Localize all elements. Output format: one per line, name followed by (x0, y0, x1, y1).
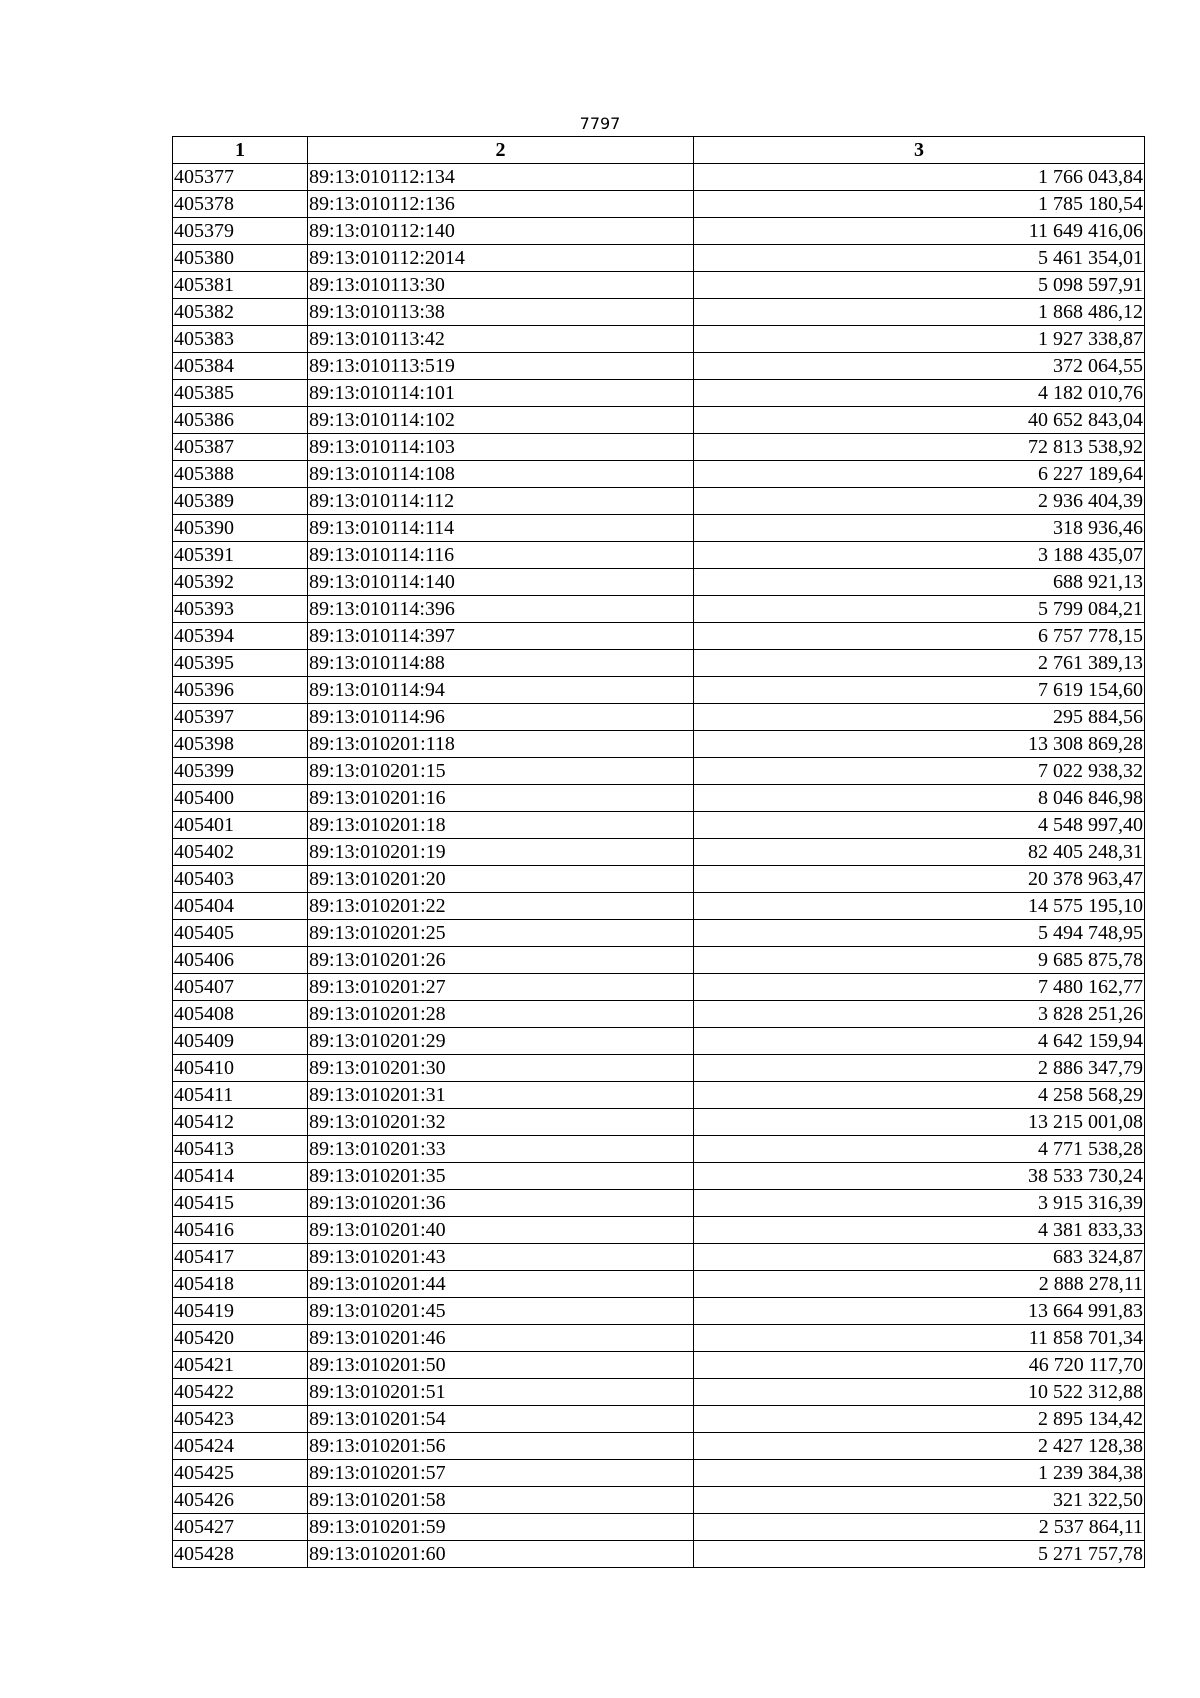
row-number-cell: 405406 (173, 947, 308, 974)
cadastral-number-cell: 89:13:010201:20 (308, 866, 694, 893)
cadastral-value-cell: 4 771 538,28 (694, 1136, 1145, 1163)
cadastral-value-cell: 1 927 338,87 (694, 326, 1145, 353)
cadastral-number-cell: 89:13:010201:43 (308, 1244, 694, 1271)
table-row (173, 596, 1145, 623)
row-number-cell: 405388 (173, 461, 308, 488)
cadastral-value-cell: 5 799 084,21 (694, 596, 1145, 623)
cadastral-number-cell: 89:13:010201:25 (308, 920, 694, 947)
row-number-cell: 405418 (173, 1271, 308, 1298)
table-row (173, 191, 1145, 218)
page-number: 7797 (579, 114, 621, 133)
cadastral-value-cell: 3 915 316,39 (694, 1190, 1145, 1217)
column-header-3: 3 (694, 137, 1145, 164)
cadastral-value-cell: 40 652 843,04 (694, 407, 1145, 434)
row-number-cell: 405382 (173, 299, 308, 326)
row-number-cell: 405422 (173, 1379, 308, 1406)
table-row (173, 1001, 1145, 1028)
cadastral-value-cell: 1 239 384,38 (694, 1460, 1145, 1487)
cadastral-number-cell: 89:13:010201:27 (308, 974, 694, 1001)
cadastral-value-cell: 13 308 869,28 (694, 731, 1145, 758)
cadastral-value-cell: 6 227 189,64 (694, 461, 1145, 488)
table-row (173, 1163, 1145, 1190)
table-row (173, 839, 1145, 866)
table-row (173, 434, 1145, 461)
cadastral-number-cell: 89:13:010201:56 (308, 1433, 694, 1460)
row-number-cell: 405384 (173, 353, 308, 380)
cadastral-number-cell: 89:13:010201:44 (308, 1271, 694, 1298)
cadastral-number-cell: 89:13:010201:19 (308, 839, 694, 866)
table-row (173, 650, 1145, 677)
cadastral-value-cell: 4 642 159,94 (694, 1028, 1145, 1055)
cadastral-value-cell: 2 537 864,11 (694, 1514, 1145, 1541)
table-row (173, 812, 1145, 839)
row-number-cell: 405410 (173, 1055, 308, 1082)
table-row (173, 461, 1145, 488)
table-row (173, 1352, 1145, 1379)
row-number-cell: 405402 (173, 839, 308, 866)
table-row (173, 1460, 1145, 1487)
cadastral-value-cell: 72 813 538,92 (694, 434, 1145, 461)
cadastral-number-cell: 89:13:010201:40 (308, 1217, 694, 1244)
cadastral-value-cell: 10 522 312,88 (694, 1379, 1145, 1406)
row-number-cell: 405420 (173, 1325, 308, 1352)
row-number-cell: 405417 (173, 1244, 308, 1271)
cadastral-value-cell: 1 785 180,54 (694, 191, 1145, 218)
cadastral-number-cell: 89:13:010112:134 (308, 164, 694, 191)
table-row (173, 299, 1145, 326)
row-number-cell: 405389 (173, 488, 308, 515)
row-number-cell: 405426 (173, 1487, 308, 1514)
row-number-cell: 405394 (173, 623, 308, 650)
cadastral-value-cell: 4 182 010,76 (694, 380, 1145, 407)
row-number-cell: 405409 (173, 1028, 308, 1055)
cadastral-number-cell: 89:13:010114:103 (308, 434, 694, 461)
cadastral-value-cell: 4 258 568,29 (694, 1082, 1145, 1109)
row-number-cell: 405381 (173, 272, 308, 299)
table-header-row (173, 137, 1145, 164)
row-number-cell: 405386 (173, 407, 308, 434)
cadastral-number-cell: 89:13:010112:140 (308, 218, 694, 245)
cadastral-value-cell: 7 480 162,77 (694, 974, 1145, 1001)
table-row (173, 1190, 1145, 1217)
cadastral-value-cell: 11 858 701,34 (694, 1325, 1145, 1352)
cadastral-number-cell: 89:13:010201:33 (308, 1136, 694, 1163)
cadastral-value-cell: 4 548 997,40 (694, 812, 1145, 839)
row-number-cell: 405403 (173, 866, 308, 893)
table-row (173, 407, 1145, 434)
table-row (173, 920, 1145, 947)
cadastral-number-cell: 89:13:010201:45 (308, 1298, 694, 1325)
row-number-cell: 405412 (173, 1109, 308, 1136)
row-number-cell: 405399 (173, 758, 308, 785)
cadastral-value-cell: 2 895 134,42 (694, 1406, 1145, 1433)
cadastral-value-cell: 2 888 278,11 (694, 1271, 1145, 1298)
row-number-cell: 405401 (173, 812, 308, 839)
row-number-cell: 405392 (173, 569, 308, 596)
cadastral-value-cell: 321 322,50 (694, 1487, 1145, 1514)
cadastral-number-cell: 89:13:010201:57 (308, 1460, 694, 1487)
cadastral-value-cell: 3 188 435,07 (694, 542, 1145, 569)
cadastral-value-cell: 38 533 730,24 (694, 1163, 1145, 1190)
cadastral-number-cell: 89:13:010113:519 (308, 353, 694, 380)
cadastral-value-cell: 1 868 486,12 (694, 299, 1145, 326)
row-number-cell: 405423 (173, 1406, 308, 1433)
row-number-cell: 405380 (173, 245, 308, 272)
cadastral-value-cell: 683 324,87 (694, 1244, 1145, 1271)
table-row (173, 1406, 1145, 1433)
cadastral-value-cell: 688 921,13 (694, 569, 1145, 596)
cadastral-value-cell: 20 378 963,47 (694, 866, 1145, 893)
cadastral-value-cell: 295 884,56 (694, 704, 1145, 731)
table-row (173, 1109, 1145, 1136)
cadastral-number-cell: 89:13:010201:118 (308, 731, 694, 758)
table-row (173, 245, 1145, 272)
cadastral-value-cell: 372 064,55 (694, 353, 1145, 380)
cadastral-number-cell: 89:13:010201:32 (308, 1109, 694, 1136)
table-row (173, 893, 1145, 920)
cadastral-value-cell: 7 619 154,60 (694, 677, 1145, 704)
table-row (173, 1487, 1145, 1514)
row-number-cell: 405400 (173, 785, 308, 812)
cadastral-number-cell: 89:13:010201:22 (308, 893, 694, 920)
cadastral-value-cell: 5 494 748,95 (694, 920, 1145, 947)
cadastral-number-cell: 89:13:010201:60 (308, 1541, 694, 1568)
cadastral-value-cell: 8 046 846,98 (694, 785, 1145, 812)
row-number-cell: 405413 (173, 1136, 308, 1163)
cadastral-number-cell: 89:13:010201:59 (308, 1514, 694, 1541)
table-row (173, 947, 1145, 974)
row-number-cell: 405425 (173, 1460, 308, 1487)
table-row (173, 623, 1145, 650)
cadastral-number-cell: 89:13:010201:18 (308, 812, 694, 839)
table-row (173, 272, 1145, 299)
cadastral-number-cell: 89:13:010201:30 (308, 1055, 694, 1082)
cadastral-number-cell: 89:13:010113:38 (308, 299, 694, 326)
cadastral-value-cell: 5 271 757,78 (694, 1541, 1145, 1568)
column-header-2: 2 (308, 137, 694, 164)
cadastral-number-cell: 89:13:010201:31 (308, 1082, 694, 1109)
row-number-cell: 405398 (173, 731, 308, 758)
cadastral-value-cell: 3 828 251,26 (694, 1001, 1145, 1028)
table-row (173, 353, 1145, 380)
row-number-cell: 405385 (173, 380, 308, 407)
table-row (173, 515, 1145, 542)
cadastral-value-table (172, 136, 1145, 1568)
cadastral-value-cell: 82 405 248,31 (694, 839, 1145, 866)
row-number-cell: 405428 (173, 1541, 308, 1568)
cadastral-number-cell: 89:13:010201:54 (308, 1406, 694, 1433)
cadastral-number-cell: 89:13:010114:102 (308, 407, 694, 434)
row-number-cell: 405415 (173, 1190, 308, 1217)
row-number-cell: 405390 (173, 515, 308, 542)
row-number-cell: 405391 (173, 542, 308, 569)
cadastral-number-cell: 89:13:010201:46 (308, 1325, 694, 1352)
table-row (173, 758, 1145, 785)
cadastral-value-cell: 1 766 043,84 (694, 164, 1145, 191)
cadastral-value-cell: 46 720 117,70 (694, 1352, 1145, 1379)
cadastral-value-cell: 6 757 778,15 (694, 623, 1145, 650)
table-row (173, 569, 1145, 596)
cadastral-number-cell: 89:13:010114:396 (308, 596, 694, 623)
cadastral-number-cell: 89:13:010201:35 (308, 1163, 694, 1190)
cadastral-number-cell: 89:13:010114:88 (308, 650, 694, 677)
cadastral-number-cell: 89:13:010112:2014 (308, 245, 694, 272)
cadastral-value-cell: 7 022 938,32 (694, 758, 1145, 785)
row-number-cell: 405395 (173, 650, 308, 677)
row-number-cell: 405405 (173, 920, 308, 947)
cadastral-value-cell: 11 649 416,06 (694, 218, 1145, 245)
cadastral-number-cell: 89:13:010113:42 (308, 326, 694, 353)
cadastral-number-cell: 89:13:010201:36 (308, 1190, 694, 1217)
table-row (173, 974, 1145, 1001)
row-number-cell: 405408 (173, 1001, 308, 1028)
cadastral-value-cell: 14 575 195,10 (694, 893, 1145, 920)
cadastral-number-cell: 89:13:010201:50 (308, 1352, 694, 1379)
row-number-cell: 405427 (173, 1514, 308, 1541)
cadastral-value-cell: 2 886 347,79 (694, 1055, 1145, 1082)
table-row (173, 785, 1145, 812)
row-number-cell: 405379 (173, 218, 308, 245)
table-body (173, 164, 1145, 1568)
table-row (173, 164, 1145, 191)
cadastral-number-cell: 89:13:010114:101 (308, 380, 694, 407)
cadastral-number-cell: 89:13:010201:28 (308, 1001, 694, 1028)
row-number-cell: 405416 (173, 1217, 308, 1244)
row-number-cell: 405414 (173, 1163, 308, 1190)
cadastral-number-cell: 89:13:010112:136 (308, 191, 694, 218)
table-row (173, 1028, 1145, 1055)
table-row (173, 1325, 1145, 1352)
cadastral-number-cell: 89:13:010201:26 (308, 947, 694, 974)
row-number-cell: 405419 (173, 1298, 308, 1325)
table-row (173, 1082, 1145, 1109)
table-row (173, 380, 1145, 407)
table-row (173, 1541, 1145, 1568)
cadastral-number-cell: 89:13:010201:29 (308, 1028, 694, 1055)
table-row (173, 731, 1145, 758)
table-row (173, 866, 1145, 893)
cadastral-value-cell: 2 761 389,13 (694, 650, 1145, 677)
cadastral-number-cell: 89:13:010114:112 (308, 488, 694, 515)
row-number-cell: 405404 (173, 893, 308, 920)
table-row (173, 677, 1145, 704)
table-row (173, 1379, 1145, 1406)
cadastral-value-cell: 318 936,46 (694, 515, 1145, 542)
cadastral-number-cell: 89:13:010114:96 (308, 704, 694, 731)
cadastral-value-cell: 5 098 597,91 (694, 272, 1145, 299)
table-row (173, 488, 1145, 515)
cadastral-number-cell: 89:13:010114:140 (308, 569, 694, 596)
table-row (173, 1055, 1145, 1082)
row-number-cell: 405396 (173, 677, 308, 704)
cadastral-number-cell: 89:13:010114:94 (308, 677, 694, 704)
cadastral-number-cell: 89:13:010201:15 (308, 758, 694, 785)
table-row (173, 1271, 1145, 1298)
cadastral-number-cell: 89:13:010201:16 (308, 785, 694, 812)
row-number-cell: 405421 (173, 1352, 308, 1379)
table-row (173, 1217, 1145, 1244)
cadastral-value-cell: 2 427 128,38 (694, 1433, 1145, 1460)
table-row (173, 1136, 1145, 1163)
row-number-cell: 405377 (173, 164, 308, 191)
cadastral-value-cell: 2 936 404,39 (694, 488, 1145, 515)
cadastral-value-cell: 9 685 875,78 (694, 947, 1145, 974)
cadastral-number-cell: 89:13:010114:397 (308, 623, 694, 650)
table-row (173, 542, 1145, 569)
cadastral-number-cell: 89:13:010201:58 (308, 1487, 694, 1514)
table-row (173, 326, 1145, 353)
row-number-cell: 405424 (173, 1433, 308, 1460)
table-row (173, 1433, 1145, 1460)
row-number-cell: 405407 (173, 974, 308, 1001)
cadastral-value-cell: 13 215 001,08 (694, 1109, 1145, 1136)
column-header-1: 1 (173, 137, 308, 164)
cadastral-number-cell: 89:13:010114:116 (308, 542, 694, 569)
cadastral-number-cell: 89:13:010113:30 (308, 272, 694, 299)
table-row (173, 704, 1145, 731)
table-row (173, 1514, 1145, 1541)
cadastral-value-cell: 13 664 991,83 (694, 1298, 1145, 1325)
row-number-cell: 405397 (173, 704, 308, 731)
table-row (173, 1298, 1145, 1325)
table-row (173, 218, 1145, 245)
cadastral-number-cell: 89:13:010201:51 (308, 1379, 694, 1406)
table-row (173, 1244, 1145, 1271)
cadastral-number-cell: 89:13:010114:114 (308, 515, 694, 542)
row-number-cell: 405378 (173, 191, 308, 218)
row-number-cell: 405387 (173, 434, 308, 461)
row-number-cell: 405383 (173, 326, 308, 353)
cadastral-value-cell: 5 461 354,01 (694, 245, 1145, 272)
cadastral-value-cell: 4 381 833,33 (694, 1217, 1145, 1244)
cadastral-number-cell: 89:13:010114:108 (308, 461, 694, 488)
row-number-cell: 405411 (173, 1082, 308, 1109)
row-number-cell: 405393 (173, 596, 308, 623)
